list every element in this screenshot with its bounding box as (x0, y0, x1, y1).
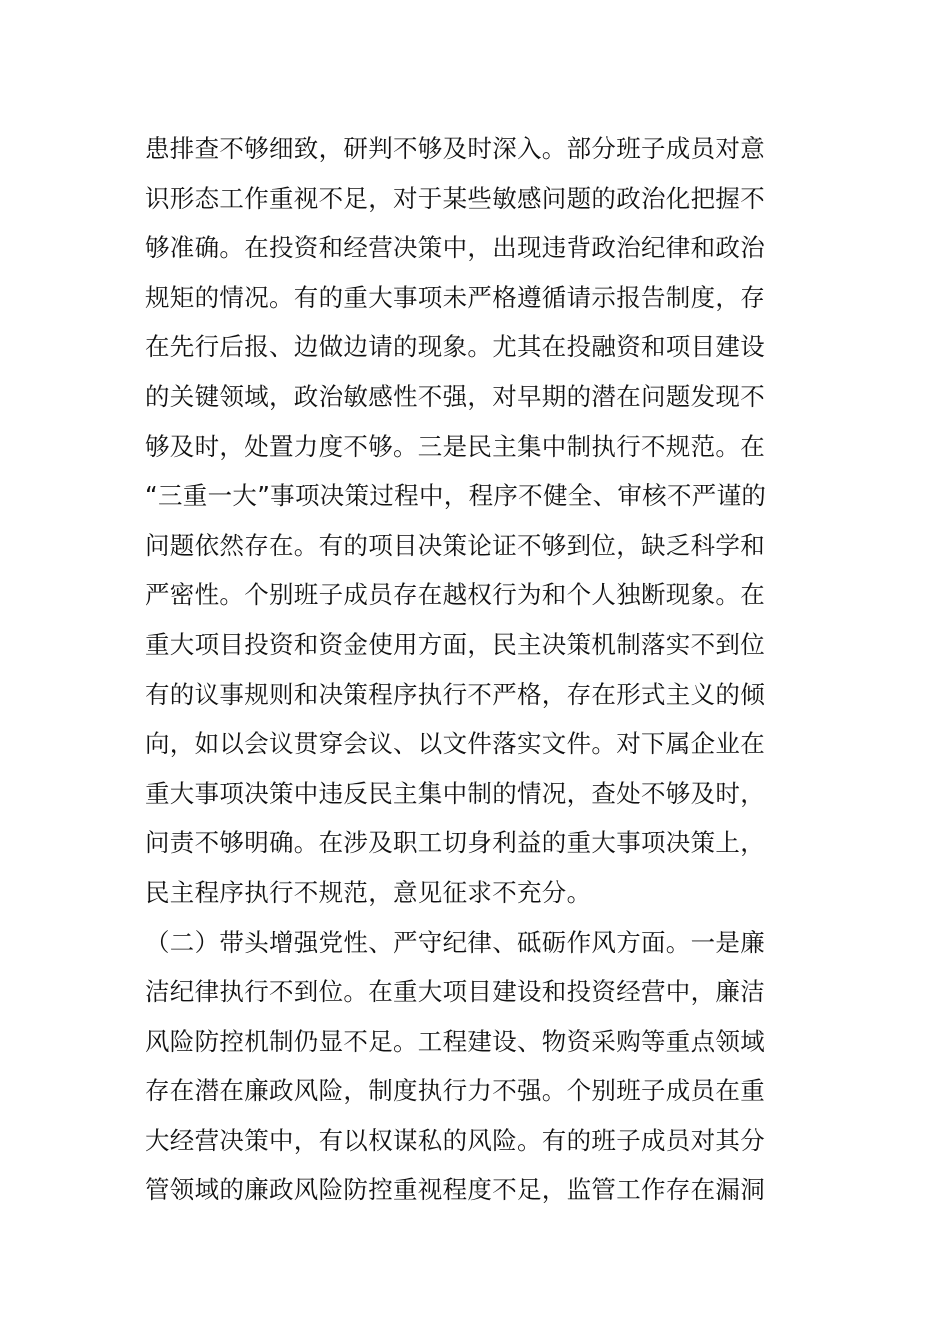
text-line: 识形态工作重视不足，对于某些敏感问题的政治化把握不 (145, 183, 765, 213)
text-line: 大经营决策中，有以权谋私的风险。有的班子成员对其分 (145, 1125, 765, 1155)
text-line: “三重一大”事项决策过程中，程序不健全、审核不严谨的 (145, 481, 767, 511)
text-line: 管领域的廉政风险防控重视程度不足，监管工作存在漏洞 (145, 1175, 765, 1205)
text-line: 存在潜在廉政风险，制度执行力不强。个别班子成员在重 (145, 1076, 765, 1106)
text-line: 重大事项决策中违反民主集中制的情况，查处不够及时， (145, 778, 765, 808)
text-line: 够准确。在投资和经营决策中，出现违背政治纪律和政治 (145, 233, 765, 263)
body-text (145, 124, 815, 1215)
text-line: 向，如以会议贯穿会议、以文件落实文件。对下属企业在 (145, 729, 765, 759)
text-line: 风险防控机制仍显不足。工程建设、物资采购等重点领域 (145, 1026, 765, 1056)
section-heading-line: （二）带头增强党性、严守纪律、砥砺作风方面。一是廉 (145, 927, 765, 957)
text-line: 够及时，处置力度不够。三是民主集中制执行不规范。在 (145, 431, 765, 461)
text-line: 在先行后报、边做边请的现象。尤其在投融资和项目建设 (145, 332, 765, 362)
text-line: 严密性。个别班子成员存在越权行为和个人独断现象。在 (145, 580, 765, 610)
text-line: 民主程序执行不规范，意见征求不充分。 (145, 877, 592, 907)
text-line: 患排查不够细致，研判不够及时深入。部分班子成员对意 (145, 134, 765, 163)
text-line: 规矩的情况。有的重大事项未严格遵循请示报告制度，存 (145, 282, 765, 312)
text-line: 的关键领域，政治敏感性不强，对早期的潜在问题发现不 (145, 381, 765, 411)
text-line: 问责不够明确。在涉及职工切身利益的重大事项决策上， (145, 828, 765, 858)
text-line: 有的议事规则和决策程序执行不严格，存在形式主义的倾 (145, 679, 765, 709)
text-line: 重大项目投资和资金使用方面，民主决策机制落实不到位 (145, 629, 765, 659)
text-line: 问题依然存在。有的项目决策论证不够到位，缺乏科学和 (145, 530, 765, 560)
text-line: 洁纪律执行不到位。在重大项目建设和投资经营中，廉洁 (145, 977, 765, 1007)
